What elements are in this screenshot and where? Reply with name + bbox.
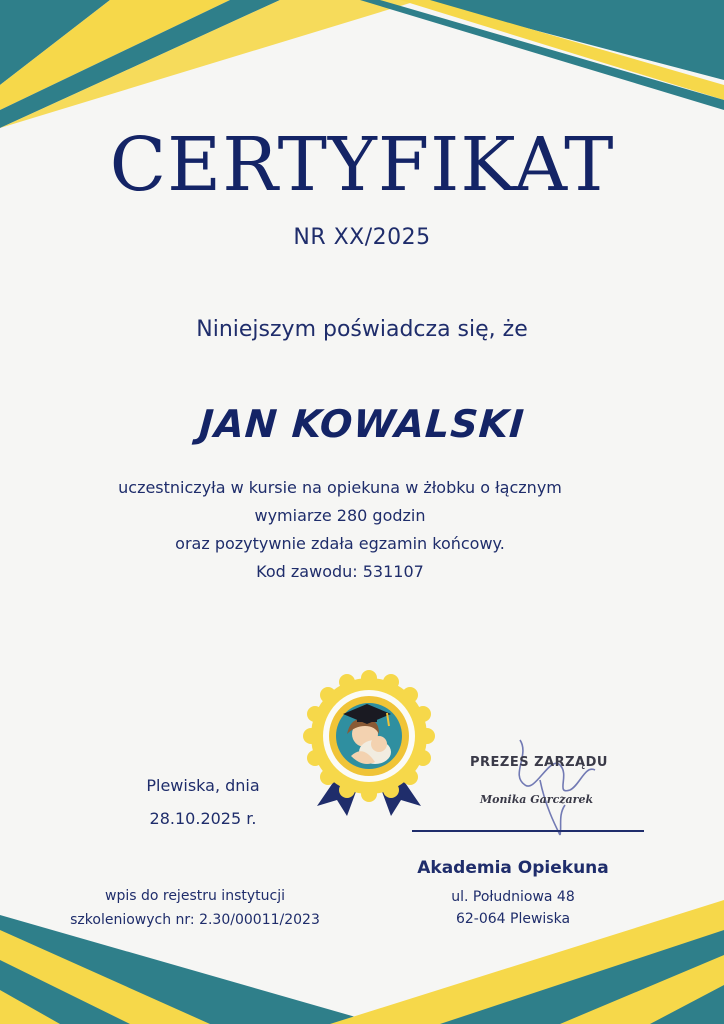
recipient-name: JAN KOWALSKI (197, 402, 527, 446)
certificate-body (60, 474, 620, 586)
body-line: uczestniczyła w kursie na opiekuna w żłobku o łącznym (118, 478, 562, 497)
issue-place: Plewiska, dnia (146, 776, 260, 795)
registry-line2: szkoleniowych nr: 2.30/00011/2023 (70, 912, 320, 928)
signature-block (460, 735, 650, 835)
organization-address-line2: 62-064 Plewiska (455, 911, 571, 927)
signature-scribble (500, 735, 610, 840)
stamp-title: PREZES ZARZĄDU (470, 755, 608, 770)
issue-place-date (108, 776, 298, 828)
organization-name: Akademia Opiekuna (417, 858, 609, 878)
body-line: wymiarze 280 godzin (254, 506, 426, 525)
registry-line1: wpis do rejestru instytucji (105, 888, 285, 904)
body-line: oraz pozytywnie zdała egzamin końcowy. (175, 534, 505, 553)
certificate-number: NR XX/2025 (293, 225, 431, 250)
registry-note (40, 884, 350, 932)
body-line: Kod zawodu: 531107 (256, 562, 424, 581)
certificate-intro: Niniejszym poświadcza się, że (196, 317, 528, 342)
certificate-title: CERTYFIKAT (109, 122, 615, 208)
organization-block (400, 858, 626, 930)
graduate-mother-child-icon (303, 670, 435, 820)
organization-address-line1: ul. Południowa 48 (451, 889, 575, 905)
signature-line (412, 830, 644, 832)
issue-date: 28.10.2025 r. (149, 809, 257, 828)
stamp-name: Monika Garczarek (480, 793, 594, 806)
